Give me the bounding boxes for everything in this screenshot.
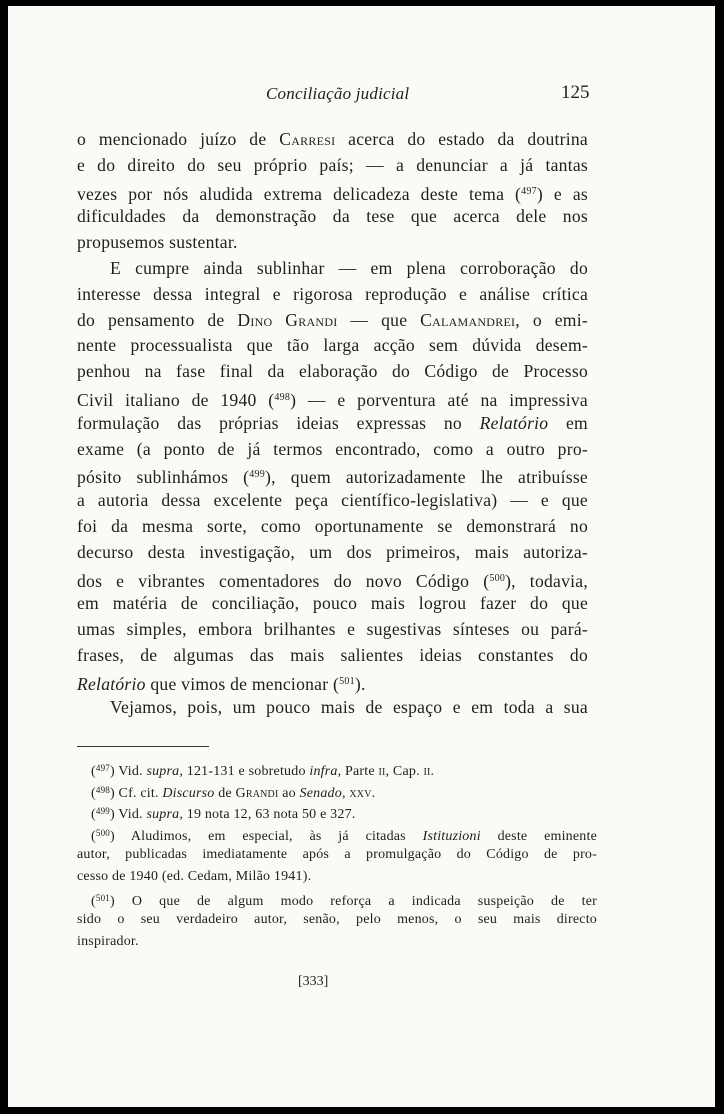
body-line: o mencionado juízo de Carresi acerca do estado da doutrina bbox=[77, 129, 588, 149]
body-line: exame (a ponto de já termos encontrado, como a outro pro- bbox=[77, 438, 588, 459]
body-line: Vejamos, pois, um pouco mais de espaço e em toda a sua bbox=[110, 696, 588, 717]
author-name: Dino Grandi bbox=[237, 309, 338, 330]
body-line: penhou na fase final da elaboração do Código de Processo bbox=[77, 361, 588, 382]
footnote-498: ($^{498}$) Cf. cit. Discurso de Grandi ao Senado, xxv. bbox=[91, 784, 376, 801]
body-line: pósito sublinhámos ($^{499}$), quem autorizadamente lhe atribuísse bbox=[77, 467, 588, 488]
body-line: e do direito do seu próprio país; — a denunciar a já tantas bbox=[77, 154, 588, 175]
footnote-499: ($^{499}$) Vid. supra, 19 nota 12, 63 nota 50 e 327. bbox=[91, 806, 356, 823]
body-line: decurso desta investigação, um dos primeiros, mais autoriza- bbox=[77, 541, 588, 562]
body-line: interesse dessa integral e rigorosa reprodução e análise crítica bbox=[77, 283, 588, 304]
body-line: Civil italiano de 1940 ($^{498}$) — e porventura até na impressiva bbox=[77, 389, 588, 410]
body-line: em matéria de conciliação, pouco mais logrou fazer do que bbox=[77, 593, 588, 614]
footnote-500-line: cesso de 1940 (ed. Cedam, Milão 1941). bbox=[77, 868, 312, 884]
body-line: frases, de algumas das mais salientes ideias constantes do bbox=[77, 644, 588, 665]
body-line: vezes por nós aludida extrema delicadeza deste tema ($^{497}$) e as bbox=[77, 183, 588, 204]
body-line: do pensamento de Dino Grandi — que Calamandrei, o emi- bbox=[77, 309, 588, 330]
body-line: E cumpre ainda sublinhar — em plena corroboração do bbox=[110, 257, 588, 278]
footnote-501: ($^{501}$) O que de algum modo reforça a indicada suspeição de ter bbox=[91, 892, 597, 909]
body-text bbox=[77, 127, 588, 720]
body-line: propusemos sustentar. bbox=[77, 232, 238, 253]
body-line: formulação das próprias ideias expressas no Relatório em bbox=[77, 412, 588, 433]
body-line: foi da mesma sorte, como oportunamente se demonstrará no bbox=[77, 515, 588, 536]
footnote-500-line: autor, publicadas imediatamente após a promulgação do Código de pro- bbox=[77, 847, 597, 863]
footnote-501-line: sido o seu verdadeiro autor, senão, pelo menos, o seu mais directo bbox=[77, 912, 597, 928]
footnote-reference: 500 bbox=[489, 572, 506, 584]
footnote-500: ($^{500}$) Aludimos, em especial, às já citadas Istituzioni deste eminente bbox=[91, 827, 597, 844]
footnote-497: ($^{497}$) Vid. supra, 121-131 e sobretudo infra, Parte ii, Cap. ii. bbox=[91, 763, 435, 779]
author-name: Calamandrei bbox=[420, 309, 516, 330]
body-line: a autoria dessa excelente peça científico-legislativa) — e que bbox=[77, 490, 588, 511]
page-footer-mark: [333] bbox=[298, 974, 329, 989]
footnote-reference: 499 bbox=[249, 469, 266, 481]
body-line: Relatório que vimos de mencionar ($^{501}$). bbox=[77, 673, 366, 694]
body-line: nente processualista que tão larga acção sem dúvida desem- bbox=[77, 335, 588, 356]
footnote-divider bbox=[77, 746, 209, 747]
footnote-501-line: inspirador. bbox=[77, 933, 139, 949]
body-line: dos e vibrantes comentadores do novo Código ($^{500}$), todavia, bbox=[77, 570, 588, 591]
author-name: Carresi bbox=[279, 129, 336, 149]
footnote-reference: 498 bbox=[274, 391, 291, 403]
body-line: umas simples, embora brilhantes e sugestivas sínteses ou pará- bbox=[77, 619, 588, 640]
running-header-title: Conciliação judicial bbox=[266, 84, 410, 103]
book-page bbox=[8, 6, 715, 1107]
page-number: 125 bbox=[561, 82, 590, 103]
footnote-reference: 497 bbox=[521, 185, 537, 197]
footnotes bbox=[77, 758, 597, 952]
footnote-reference: 501 bbox=[339, 675, 355, 687]
body-line: dificuldades da demonstração da tese que acerca dele nos bbox=[77, 206, 588, 227]
